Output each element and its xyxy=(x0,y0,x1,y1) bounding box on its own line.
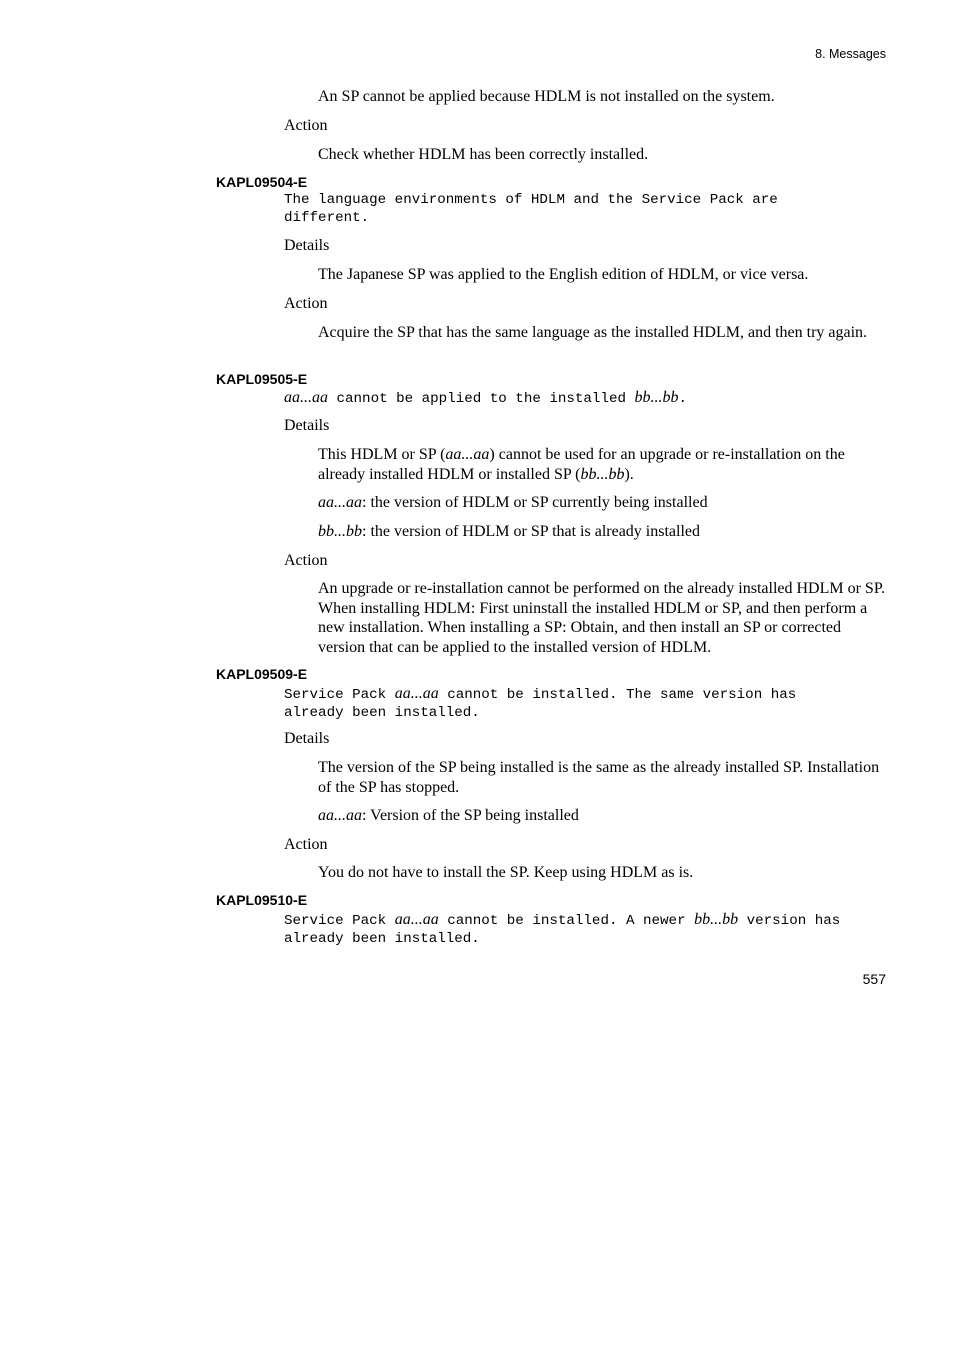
message-line: already been installed. xyxy=(284,930,480,947)
message-id-09509: KAPL09509-E xyxy=(216,666,308,682)
intro-action-text: Check whether HDLM has been correctly installed. xyxy=(318,146,649,163)
page-number: 557 xyxy=(862,971,886,987)
message-line: already been installed. xyxy=(284,704,480,721)
message-line: The language environments of HDLM and the Service Pack are xyxy=(284,192,778,208)
details-p3-09505 xyxy=(318,522,886,542)
details-label-09504: Details xyxy=(284,237,330,254)
details-p2-09509 xyxy=(318,806,886,826)
variable: aa...aa xyxy=(318,494,362,511)
text-fragment: : Version of the SP being installed xyxy=(362,807,579,824)
variable: aa...aa xyxy=(445,446,490,463)
message-line: different. xyxy=(284,209,370,226)
action-text-09509: You do not have to install the SP. Keep using HDLM as is. xyxy=(318,864,694,881)
details-p1-09505 xyxy=(318,445,886,484)
details-p2-09505 xyxy=(318,493,886,513)
message-fragment: version has xyxy=(738,913,841,929)
variable: bb...bb xyxy=(318,523,362,540)
variable: bb...bb xyxy=(580,465,625,483)
text-fragment: ) cannot be used for an upgrade or re-installation on the already installed HDLM or installed SP ( xyxy=(318,446,845,483)
action-label-09509: Action xyxy=(284,836,328,853)
running-header: 8. Messages xyxy=(815,47,886,61)
details-label-09509: Details xyxy=(284,730,330,747)
message-fragment: . xyxy=(678,391,688,407)
details-p1-09509: The version of the SP being installed is the same as the already installed SP. Installation of the SP has stopped. xyxy=(318,759,880,796)
message-fragment: cannot be installed. The same version has xyxy=(438,687,797,703)
action-label-09504: Action xyxy=(284,295,328,312)
message-text-09505 xyxy=(284,389,894,409)
variable: bb...bb xyxy=(634,389,679,406)
variable: aa...aa xyxy=(318,807,362,824)
intro-action-label: Action xyxy=(284,117,328,134)
action-label-09505: Action xyxy=(284,552,328,569)
text-fragment: ). xyxy=(624,465,634,483)
details-label-09505: Details xyxy=(284,417,330,434)
variable: aa...aa xyxy=(394,911,439,928)
message-text-09510 xyxy=(284,911,894,948)
variable: bb...bb xyxy=(694,911,739,928)
variable: aa...aa xyxy=(284,389,328,406)
message-fragment: cannot be applied to the installed xyxy=(328,391,635,407)
message-text-09509 xyxy=(284,685,894,722)
variable: aa...aa xyxy=(394,685,439,702)
message-fragment: cannot be installed. A newer xyxy=(438,913,695,929)
message-fragment: Service Pack xyxy=(284,687,395,703)
text-fragment: This HDLM or SP ( xyxy=(318,446,446,463)
intro-details-text: An SP cannot be applied because HDLM is not installed on the system. xyxy=(318,88,775,105)
message-id-09504: KAPL09504-E xyxy=(216,174,308,190)
message-text-09504 xyxy=(284,192,894,227)
message-fragment: Service Pack xyxy=(284,913,395,929)
text-fragment: : the version of HDLM or SP that is already installed xyxy=(362,523,701,540)
action-text-09505: An upgrade or re-installation cannot be performed on the already installed HDLM or SP. When installing HDLM: First uninstall the installed HDLM or SP, and then perform a new installation. When installing a SP: Obtain, and then install an SP or corrected version that can be applied to the installed version of HDLM. xyxy=(318,580,885,656)
message-id-09505: KAPL09505-E xyxy=(216,371,308,387)
message-id-09510: KAPL09510-E xyxy=(216,892,308,908)
details-text-09504: The Japanese SP was applied to the English edition of HDLM, or vice versa. xyxy=(318,266,809,283)
action-text-09504: Acquire the SP that has the same language as the installed HDLM, and then try again. xyxy=(318,324,868,341)
text-fragment: : the version of HDLM or SP currently being installed xyxy=(362,494,708,511)
